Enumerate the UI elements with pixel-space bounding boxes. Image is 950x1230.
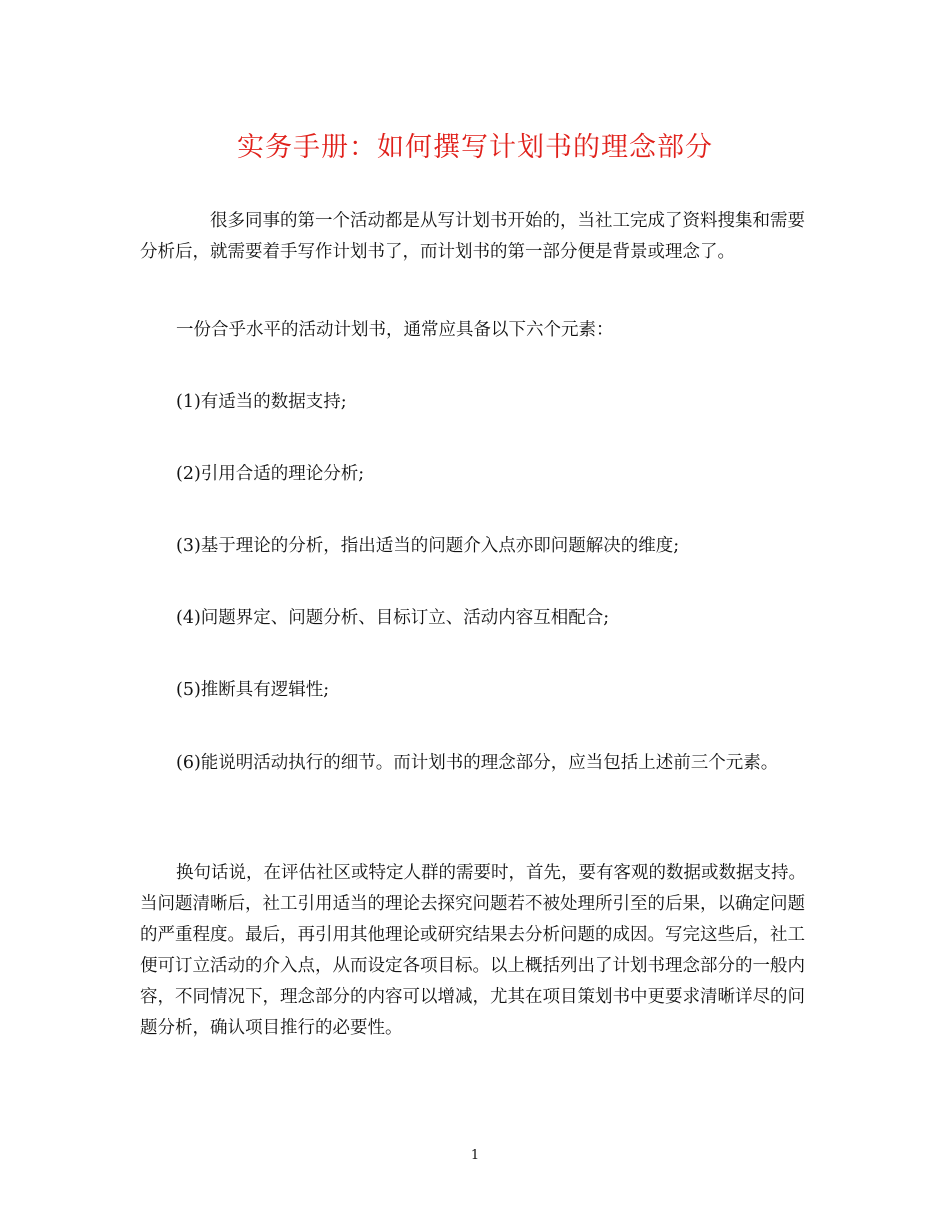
list-item-4: (4)问题界定、问题分析、目标订立、活动内容互相配合; [176, 608, 610, 628]
list-item-5: (5)推断具有逻辑性; [176, 680, 330, 700]
list-item-1: (1)有适当的数据支持; [176, 392, 347, 412]
page-number: 1 [470, 1148, 480, 1163]
paragraph-elements-intro: 一份合乎水平的活动计划书，通常应具备以下六个元素： [176, 320, 614, 340]
list-item-2: (2)引用合适的理论分析; [176, 464, 365, 484]
list-item-3: (3)基于理论的分析，指出适当的问题介入点亦即问题解决的维度; [176, 536, 680, 556]
document-title: 实务手册：如何撰写计划书的理念部分 [237, 132, 713, 163]
paragraph-summary: 换句话说，在评估社区或特定人群的需要时，首先，要有客观的数据或数据支持。当问题清晰后，社工引用适当的理论去探究问题若不被处理所引至的后果，以确定问题的严重程度。最后，再引用其他理论或研究结果去分析问题的成因。写完这些后，社工便可订立活动的介入点，从而设定各项目标。以上概括列出了计划书理念部分的一般内容，不同情况下，理念部分的内容可以增减，尤其在项目策划书中更要求清晰详尽的问题分析，确认项目推行的必要性。 [140, 863, 806, 1038]
paragraph-intro: 很多同事的第一个活动都是从写计划书开始的，当社工完成了资料搜集和需要分析后，就需要着手写作计划书了，而计划书的第一部分便是背景或理念了。 [140, 211, 805, 262]
list-item-6: (6)能说明活动执行的细节。而计划书的理念部分，应当包括上述前三个元素。 [176, 753, 779, 773]
